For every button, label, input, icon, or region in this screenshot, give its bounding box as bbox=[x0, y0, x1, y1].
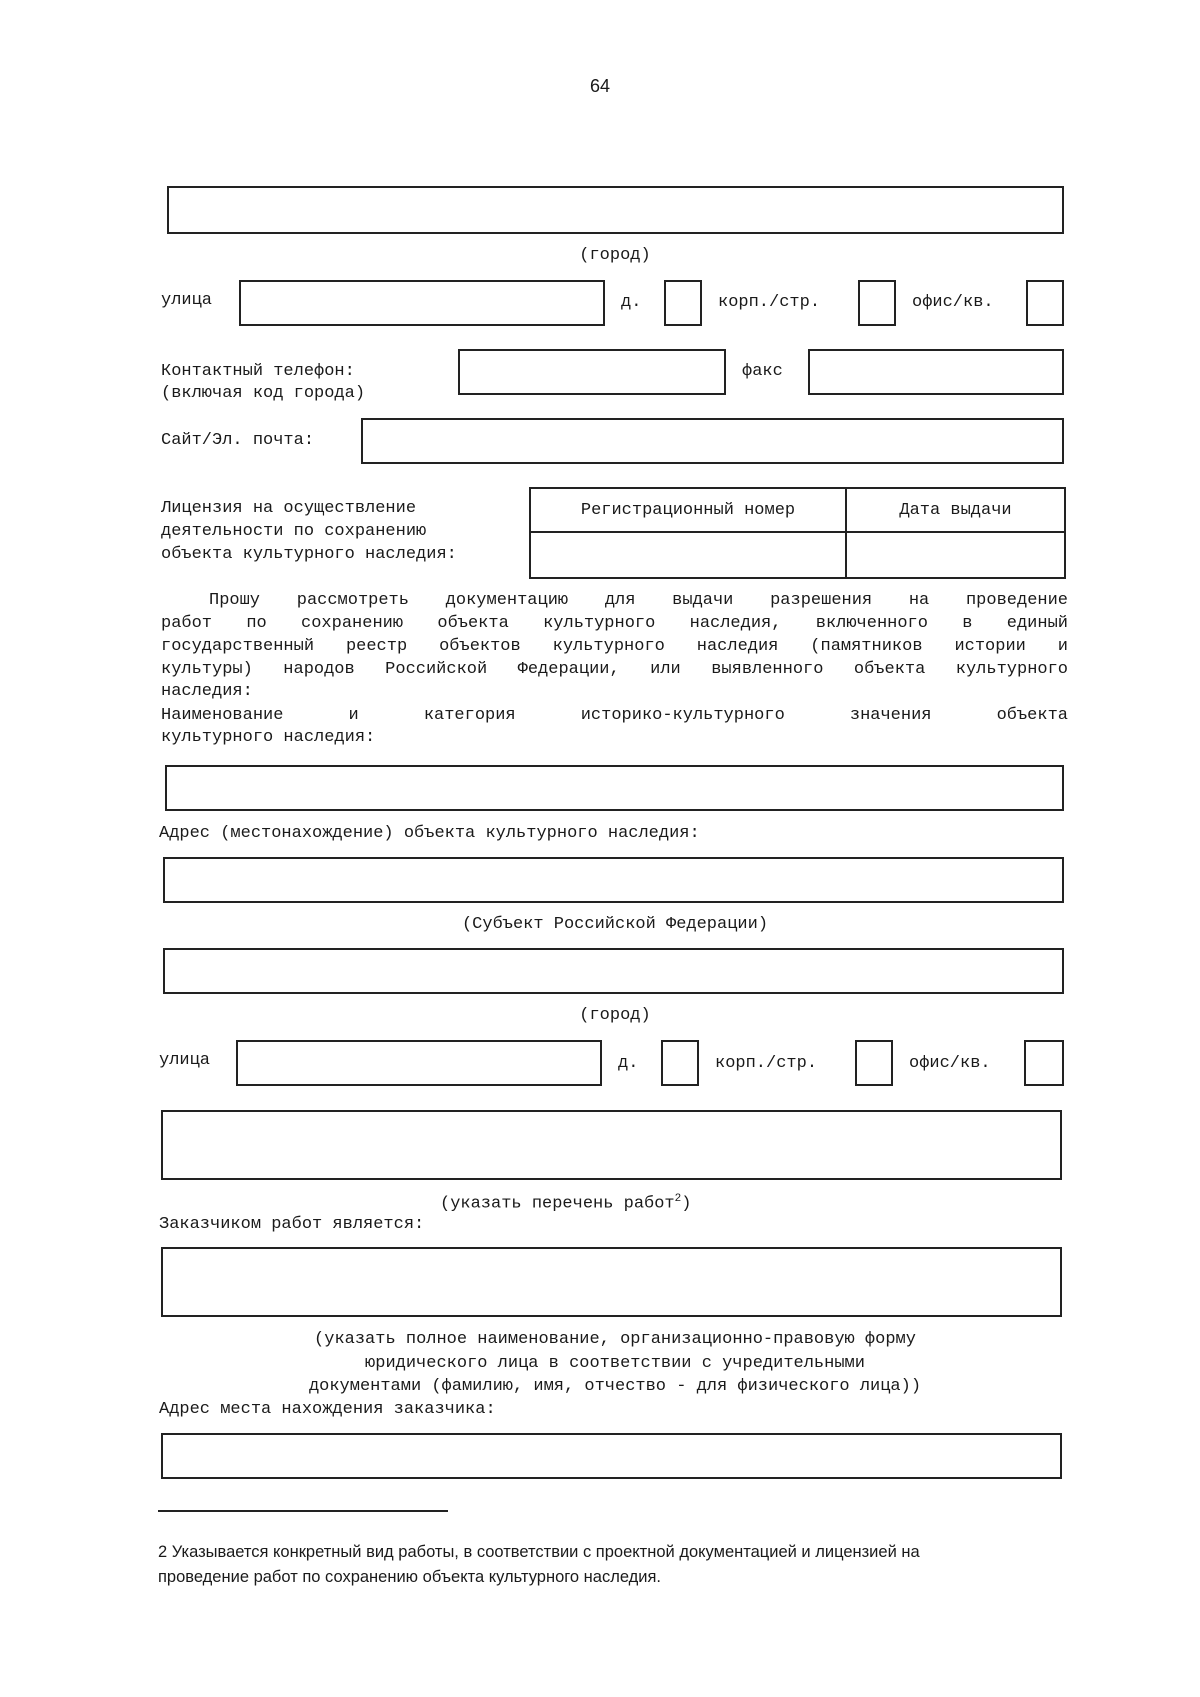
object-name-label-cont: культурного наследия: bbox=[161, 728, 376, 747]
house-input[interactable] bbox=[664, 280, 702, 326]
office-label: офис/кв. bbox=[912, 293, 994, 312]
license-label-line: Лицензия на осуществление bbox=[161, 499, 417, 518]
object-office-label: офис/кв. bbox=[909, 1054, 991, 1073]
request-line: работ по сохранению объекта культурного наследия, включенного в единый bbox=[161, 614, 1068, 633]
footnote-ref: 2 bbox=[674, 1193, 682, 1205]
fax-label: факс bbox=[742, 362, 783, 381]
object-house-label: д. bbox=[618, 1054, 639, 1073]
customer-address-label: Адрес места нахождения заказчика: bbox=[159, 1400, 496, 1419]
street-input[interactable] bbox=[239, 280, 605, 326]
works-input[interactable] bbox=[161, 1110, 1062, 1180]
phone-label-line1: Контактный телефон: bbox=[161, 362, 355, 381]
request-line: государственный реестр объектов культурного наследия (памятников истории и bbox=[161, 637, 1068, 656]
license-label bbox=[161, 497, 457, 566]
object-city-input[interactable] bbox=[163, 948, 1064, 994]
license-reg-number-input[interactable] bbox=[530, 532, 846, 578]
house-label: д. bbox=[621, 293, 642, 312]
object-name-label: Наименование и категория историко-культурного значения объекта bbox=[161, 706, 1068, 725]
request-last-line: наследия: bbox=[161, 682, 253, 701]
license-label-line: объекта культурного наследия: bbox=[161, 545, 457, 564]
footnote-line1: 2 Указывается конкретный вид работы, в соответствии с проектной документацией и лицензией на bbox=[158, 1543, 920, 1561]
street-label: улица bbox=[161, 291, 213, 310]
object-street-label: улица bbox=[159, 1051, 211, 1070]
customer-label: Заказчиком работ является: bbox=[159, 1215, 425, 1234]
subject-caption: (Субъект Российской Федерации) bbox=[461, 915, 769, 934]
license-table bbox=[529, 487, 1066, 579]
license-reg-number-header: Регистрационный номер bbox=[530, 488, 846, 532]
works-caption: (указать перечень работ$^2$) bbox=[440, 1193, 692, 1214]
object-city-caption: (город) bbox=[579, 1006, 651, 1025]
office-input[interactable] bbox=[1026, 280, 1064, 326]
page-number: 64 bbox=[589, 76, 611, 96]
site-email-input[interactable] bbox=[361, 418, 1064, 464]
object-address-label: Адрес (местонахождение) объекта культурного наследия: bbox=[159, 824, 700, 843]
license-issue-date-header: Дата выдачи bbox=[846, 488, 1065, 532]
subject-input[interactable] bbox=[163, 857, 1064, 903]
object-building-input[interactable] bbox=[855, 1040, 893, 1086]
object-house-input[interactable] bbox=[661, 1040, 699, 1086]
license-issue-date-input[interactable] bbox=[846, 532, 1065, 578]
request-line: Прошу рассмотреть документацию для выдачи разрешения на проведение bbox=[209, 591, 1068, 610]
customer-input[interactable] bbox=[161, 1247, 1062, 1317]
license-label-line: деятельности по сохранению bbox=[161, 522, 427, 541]
phone-label-line2: (включая код города) bbox=[161, 384, 366, 403]
request-line: культуры) народов Российской Федерации, или выявленного объекта культурного bbox=[161, 660, 1068, 679]
building-label: корп./стр. bbox=[718, 293, 821, 312]
footnote-line2: проведение работ по сохранению объекта культурного наследия. bbox=[158, 1568, 662, 1586]
object-name-input[interactable] bbox=[165, 765, 1064, 811]
customer-caption-line2: юридического лица в соответствии с учредительными bbox=[365, 1354, 865, 1373]
footnote-divider bbox=[158, 1510, 448, 1512]
building-input[interactable] bbox=[858, 280, 896, 326]
object-street-input[interactable] bbox=[236, 1040, 602, 1086]
city-input[interactable] bbox=[167, 186, 1064, 234]
customer-caption-line3: документами (фамилию, имя, отчество - для физического лица)) bbox=[308, 1377, 922, 1396]
phone-input[interactable] bbox=[458, 349, 726, 395]
customer-address-input[interactable] bbox=[161, 1433, 1062, 1479]
object-building-label: корп./стр. bbox=[715, 1054, 818, 1073]
customer-caption-line1: (указать полное наименование, организационно-правовую форму bbox=[314, 1330, 916, 1349]
site-email-label: Сайт/Эл. почта: bbox=[161, 431, 315, 450]
city-caption: (город) bbox=[579, 246, 651, 265]
fax-input[interactable] bbox=[808, 349, 1064, 395]
object-office-input[interactable] bbox=[1024, 1040, 1064, 1086]
